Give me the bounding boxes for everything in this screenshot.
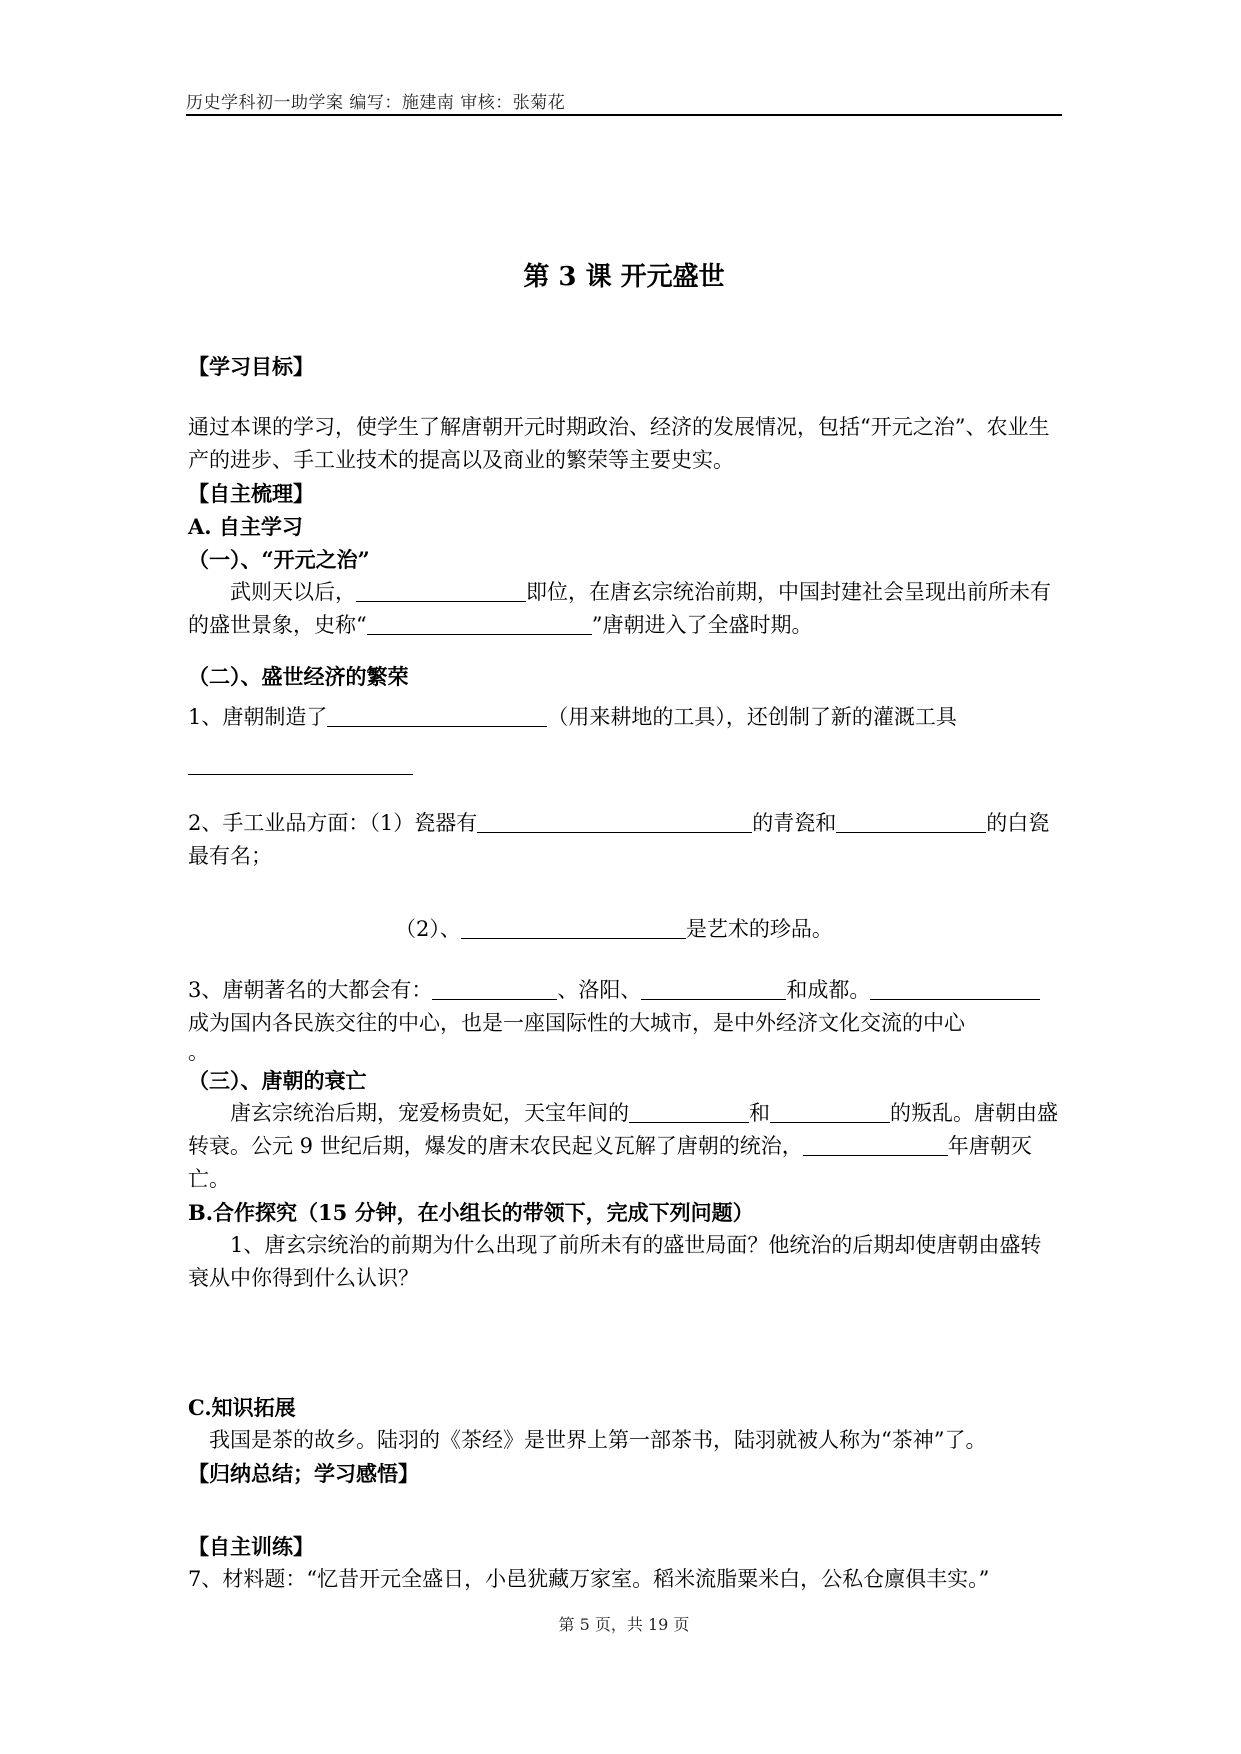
extension-text: 我国是茶的故乡。陆羽的《茶经》是世界上第一部茶书，陆羽就被人称为“茶神”了。 <box>209 1428 987 1452</box>
answer-blank[interactable] <box>367 612 592 635</box>
training-question-7: 7、材料题：“忆昔开元全盛日，小邑犹藏万家室。稻米流脂粟米白，公私仓廪俱丰实。” <box>188 1567 990 1591</box>
goals-text: 通过本课的学习，使学生了解唐朝开元时期政治、经济的发展情况，包括“开元之治”、农业生产的进步、手工业技术的提高以及商业的繁荣等主要史实。 <box>188 415 1050 472</box>
answer-blank[interactable] <box>356 579 526 602</box>
cooperation-question: 1、唐玄宗统治的前期为什么出现了前所未有的盛世局面？他统治的后期却使唐朝由盛转衰从中你得到什么认识？ <box>188 1233 1042 1290</box>
cooperation-heading: B.合作探究（15 分钟，在小组长的带领下，完成下列问题） <box>188 1200 754 1225</box>
answer-blank[interactable] <box>803 1133 948 1156</box>
self-study-heading: 【自主梳理】 <box>188 481 314 506</box>
answer-blank[interactable] <box>629 1100 749 1123</box>
answer-blank[interactable] <box>870 977 1040 1000</box>
page-number: 第 5 页，共 19 页 <box>558 1615 690 1634</box>
answer-blank[interactable] <box>770 1100 890 1123</box>
part1-heading: （一）、“开元之治” <box>188 547 370 572</box>
header-divider <box>186 114 1062 116</box>
part2-heading: （二）、盛世经济的繁荣 <box>188 664 409 689</box>
part3-paragraph: 唐玄宗统治后期，宠爱杨贵妃，天宝年间的 和 的叛乱。唐朝由盛转衰。公元 9 世纪后期，爆发的唐末农民起义瓦解了唐朝的统治， 年唐朝灭亡。 <box>188 1101 1058 1191</box>
answer-blank[interactable] <box>432 977 557 1000</box>
answer-blank[interactable] <box>641 977 786 1000</box>
answer-blank[interactable] <box>461 916 686 939</box>
goals-heading: 【学习目标】 <box>188 354 314 379</box>
answer-blank[interactable] <box>836 810 986 833</box>
answer-blank[interactable] <box>477 810 752 833</box>
summary-heading: 【归纳总结；学习感悟】 <box>188 1461 419 1486</box>
self-study-subheading: A. 自主学习 <box>188 514 303 539</box>
lesson-title: 第 3 课 开元盛世 <box>523 262 725 292</box>
answer-blank[interactable] <box>188 752 413 775</box>
answer-blank[interactable] <box>327 704 547 727</box>
part3-heading: （三）、唐朝的衰亡 <box>188 1068 367 1093</box>
worksheet-body <box>188 350 1060 1596</box>
training-heading: 【自主训练】 <box>188 1534 314 1559</box>
question-3-end: 。 <box>188 1040 209 1064</box>
question-1: 1、唐朝制造了 （用来耕地的工具），还创制了新的灌溉工具 <box>188 693 1060 789</box>
extension-heading: C.知识拓展 <box>188 1395 296 1420</box>
question-2: 2、手工业品方面：（1）瓷器有 的青瓷和 的白瓷最有名； <box>188 811 1050 868</box>
part1-paragraph: 武则天以后， 即位，在唐玄宗统治前期，中国封建社会呈现出前所未有的盛世景象，史称“ ”唐朝进入了全盛时期。 <box>188 580 1051 637</box>
question-2-part-2: （2）、 是艺术的珍品。 <box>395 917 833 941</box>
question-3: 3、唐朝著名的大都会有： 、洛阳、 和成都。成为国内各民族交往的中心，也是一座国际性的大城市，是中外经济文化交流的中心 <box>188 974 1060 1040</box>
page-header: 历史学科初一助学案 编写：施建南 审核：张菊花 <box>186 93 566 113</box>
